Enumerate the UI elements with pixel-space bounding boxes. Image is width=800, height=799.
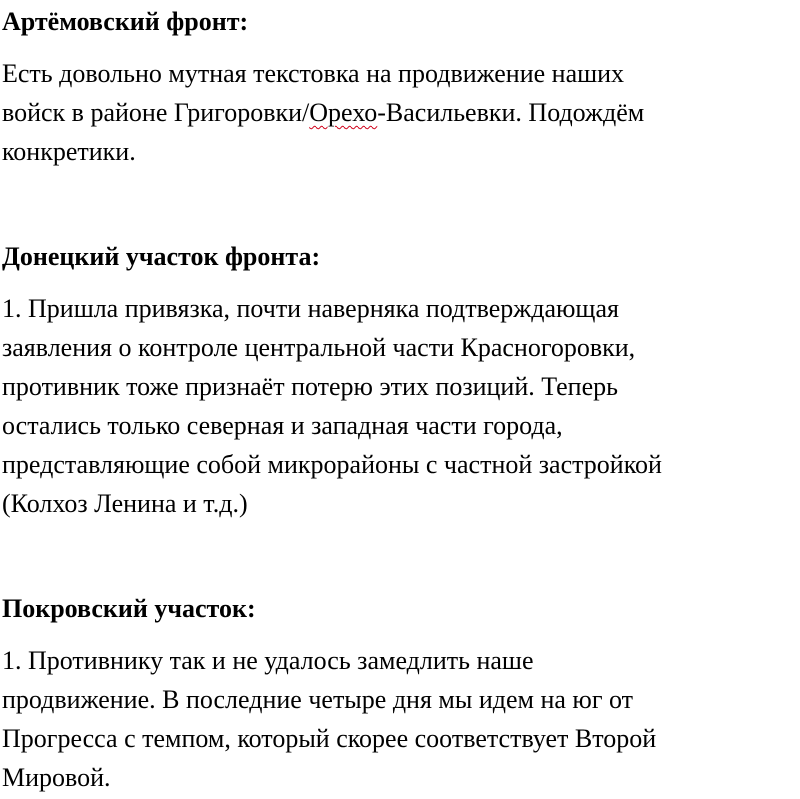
text-fragment: -Васильевки. Подождём [377,98,645,127]
paragraph-line: Мировой. [2,763,111,792]
paragraph-line: конкретики. [2,137,136,166]
section-heading-donetsk: Донецкий участок фронта: [2,242,321,271]
paragraph-line: продвижение. В последние четыре дня мы идем на юг от [2,685,634,714]
section-heading-artemovsk: Артёмовский фронт: [2,7,249,36]
paragraph-line: 1. Пришла привязка, почти наверняка подтверждающая [2,294,619,323]
paragraph-line: представляющие собой микрорайоны с частной застройкой [2,450,662,479]
paragraph-line: 1. Противнику так и не удалось замедлить наше [2,646,534,675]
paragraph-line: заявления о контроле центральной части Красногоровки, [2,333,636,362]
section-heading-pokrovsk: Покровский участок: [2,594,256,623]
section-paragraph-artemovsk [2,54,644,171]
text-fragment: войск в районе Григоровки/ [2,98,310,127]
paragraph-line: остались только северная и западная части города, [2,411,563,440]
paragraph-line: Прогресса с темпом, который скорее соответствует Второй [2,724,657,753]
spellcheck-flagged-word[interactable]: Орехо [309,98,378,127]
paragraph-line [2,93,644,132]
section-paragraph-donetsk [2,289,662,523]
section-paragraph-pokrovsk [2,641,656,797]
paragraph-line: противник тоже признаёт потерю этих позиций. Теперь [2,372,618,401]
paragraph-line: (Колхоз Ленина и т.д.) [2,489,248,518]
paragraph-line: Есть довольно мутная текстовка на продвижение наших [2,59,625,88]
